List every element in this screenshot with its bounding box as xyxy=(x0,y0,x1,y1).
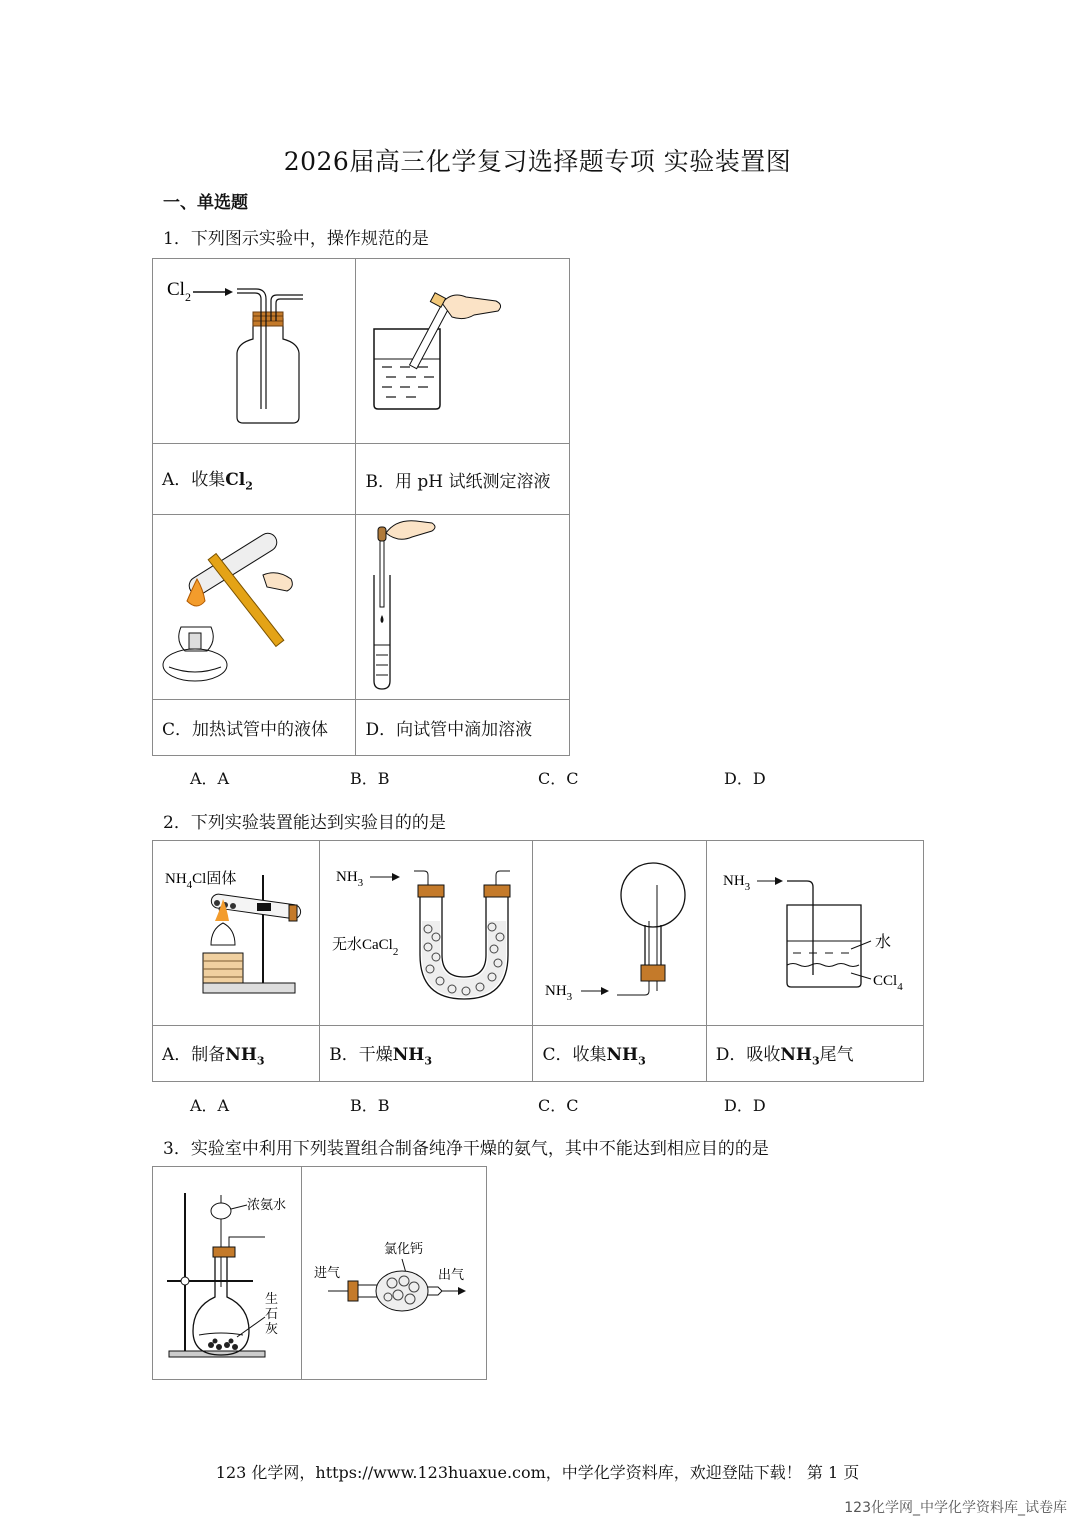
q2-cell-c-figure xyxy=(533,841,706,1026)
q1-option-a[interactable]: A．A xyxy=(190,769,230,788)
q1-cell-c-figure xyxy=(153,515,356,700)
q2-option-c[interactable]: C．C xyxy=(538,1096,579,1115)
q1-option-d[interactable]: D．D xyxy=(724,769,766,788)
page-title: 2026届高三化学复习选择题专项 实验装置图 xyxy=(283,147,792,176)
svg-text:氯化钙: 氯化钙 xyxy=(384,1242,424,1257)
svg-text:石: 石 xyxy=(265,1307,279,1322)
question-2-figure-grid xyxy=(152,840,924,1082)
flask-collection-figure xyxy=(533,841,705,1025)
svg-text:NH4Cl固体: $NH_4Cl$固体 xyxy=(165,871,237,891)
section-heading: 一、单选题 xyxy=(163,193,248,213)
question-1-figure-grid xyxy=(152,258,570,756)
beaker-absorption-figure xyxy=(707,841,923,1025)
ammonia-generator-figure xyxy=(153,1167,301,1379)
question-3-figure-grid xyxy=(152,1166,487,1380)
q3-cell-generator-figure xyxy=(153,1167,302,1380)
q2-caption-b: B．干燥$NH_3$ xyxy=(320,1026,533,1082)
svg-text:NH3: $NH_3$ xyxy=(336,869,364,889)
svg-text:无水CaCl2: 无水CaCl$_2$ xyxy=(332,937,399,958)
svg-text:水: 水 xyxy=(874,932,891,951)
q1-cell-a-figure xyxy=(153,259,356,444)
question-2-stem: 2．下列实验装置能达到实验目的的是 xyxy=(163,813,446,833)
question-1-stem: 1．下列图示实验中，操作规范的是 xyxy=(163,229,429,249)
q1-caption-d: D．向试管中滴加溶液 xyxy=(356,700,570,756)
q1-option-c[interactable]: C．C xyxy=(538,769,579,788)
svg-text:灰: 灰 xyxy=(265,1322,279,1337)
svg-text:出气: 出气 xyxy=(438,1268,465,1283)
svg-text:浓氨水: 浓氨水 xyxy=(247,1198,287,1213)
q2-cell-a-figure xyxy=(153,841,320,1026)
svg-text:生: 生 xyxy=(265,1292,279,1307)
page-footer: 123 化学网，https://www.123huaxue.com，中学化学资料库，欢迎登陆下载！ 第 1 页 xyxy=(215,1463,860,1482)
question-1-options xyxy=(0,766,1075,788)
q2-caption-c: C．收集$NH_3$ xyxy=(533,1026,706,1082)
nh4cl-heating-figure xyxy=(153,841,319,1025)
q2-option-d[interactable]: D．D xyxy=(724,1096,766,1115)
q2-caption-d: D．吸收$NH_3$尾气 xyxy=(706,1026,923,1082)
q3-cell-drying-tube-figure xyxy=(302,1167,487,1380)
dropper-test-tube-figure xyxy=(356,515,568,699)
q1-cell-b-figure xyxy=(356,259,570,444)
question-3-stem: 3．实验室中利用下列装置组合制备纯净干燥的氨气，其中不能达到相应目的的是 xyxy=(163,1139,769,1159)
svg-text:CCl4: CCl$_4$ xyxy=(872,973,903,993)
q1-caption-c: C．加热试管中的液体 xyxy=(153,700,356,756)
ph-test-beaker-figure xyxy=(356,259,568,443)
q1-cell-d-figure xyxy=(356,515,570,700)
q2-option-b[interactable]: B．B xyxy=(350,1096,390,1115)
svg-text:NH3: $NH_3$ xyxy=(545,983,573,1003)
watermark-text: 123化学网_中学化学资料库_试卷库 xyxy=(844,1500,1067,1516)
q1-caption-b: B．用 pH 试纸测定溶液 xyxy=(356,444,570,515)
q1-option-b[interactable]: B．B xyxy=(350,769,390,788)
q2-option-a[interactable]: A．A xyxy=(190,1096,230,1115)
drying-tube-figure xyxy=(302,1167,486,1379)
svg-text:NH3: $NH_3$ xyxy=(722,873,750,893)
svg-text:进气: 进气 xyxy=(314,1266,341,1281)
q2-cell-b-figure xyxy=(320,841,533,1026)
u-tube-drying-figure xyxy=(320,841,532,1025)
chlorine-label: $Cl_2$ xyxy=(167,279,191,304)
q1-caption-a: A．收集$Cl_2$ xyxy=(153,444,356,515)
q2-cell-d-figure xyxy=(706,841,923,1026)
question-2-options xyxy=(0,1093,1075,1115)
heating-test-tube-figure xyxy=(153,515,355,699)
q2-caption-a: A．制备$NH_3$ xyxy=(153,1026,320,1082)
gas-washing-bottle-figure xyxy=(153,259,355,443)
